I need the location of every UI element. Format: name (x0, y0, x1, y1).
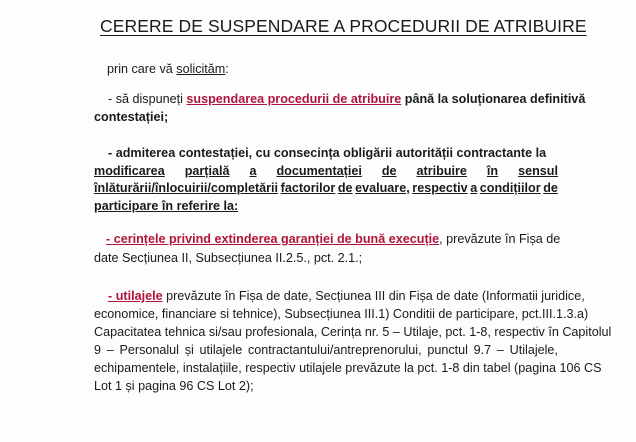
item4-rest: prevăzute în Fișa de date, Secțiunea III din Fișa de date (Informatii juridice, (162, 289, 585, 303)
word: în (486, 164, 499, 178)
item2-line2 (94, 164, 558, 179)
item1-lead: - să dispuneți (108, 92, 187, 106)
item1-rest: până la soluționarea definitivă (401, 92, 586, 106)
word: punctul (427, 343, 468, 357)
item3-line2: date Secțiunea II, Subsecțiunea II.2.5., pct. 2.1.; (94, 251, 363, 265)
word: de (381, 164, 397, 178)
intro-prefix: prin care vă (107, 62, 177, 76)
item4-line2: economice, financiare si tehnice), Subsecțiunea III.1) Conditii de participare, pct.III.1.3.a) (94, 307, 589, 321)
word: de (543, 181, 558, 195)
intro-suffix: : (225, 62, 229, 76)
word: condițiilor (479, 181, 541, 195)
word: Personalul (119, 343, 179, 357)
item4-line4 (94, 343, 558, 358)
word: a (249, 164, 257, 178)
word: sensul (518, 164, 558, 178)
word: înlăturării/înlocuirii/completării (94, 181, 279, 195)
item3-lead: - cerințele privind extinderea garanției de bună execuție (106, 232, 440, 246)
item1-line1 (108, 92, 585, 107)
word: atribuire (416, 164, 467, 178)
word: de (337, 181, 353, 195)
item4-line1 (108, 289, 585, 304)
word: și (184, 343, 194, 357)
word: – (496, 343, 504, 357)
document-title: CERERE DE SUSPENDARE A PROCEDURII DE ATRIBUIRE (100, 16, 587, 36)
word: parțială (184, 164, 230, 178)
word: evaluare, (355, 181, 410, 195)
item2-line3 (94, 181, 558, 196)
intro-line (107, 62, 229, 77)
word: – (106, 343, 114, 357)
word: 9.7 (473, 343, 492, 357)
item1-emphasis: suspendarea procedurii de atribuire (186, 92, 402, 106)
item4-line3: Capacitatea tehnica si/sau profesionala, Cerința nr. 5 – Utilaje, pct. 1-8, respectiv în Capitolul (94, 325, 612, 339)
word: respectiv (412, 181, 468, 195)
word: documentației (276, 164, 362, 178)
item2-line1: - admiterea contestației, cu consecința obligării autorității contractante la (108, 146, 547, 160)
item4-lead: - utilajele (108, 289, 163, 303)
intro-underlined: solicităm (176, 62, 226, 76)
item4-line5: echipamentele, instalațiile, respectiv utilajele prevăzute la pct. 1-8 din tabel (pagina 106 CS (94, 361, 602, 375)
item2-line4: participare în referire la: (94, 199, 239, 213)
item3-rest: , prevăzute în Fișa de (439, 232, 561, 246)
word: factorilor (280, 181, 336, 195)
word: utilajele (199, 343, 243, 357)
word: 9 (94, 343, 102, 357)
word: modificarea (94, 164, 165, 178)
word: contractantului/antreprenorului, (247, 343, 422, 357)
item4-line6: Lot 1 și pagina 96 CS Lot 2); (94, 379, 254, 393)
word: a (470, 181, 478, 195)
word: Utilajele, (509, 343, 558, 357)
item1-line2: contestației; (94, 110, 169, 124)
item3-line1 (106, 232, 560, 247)
